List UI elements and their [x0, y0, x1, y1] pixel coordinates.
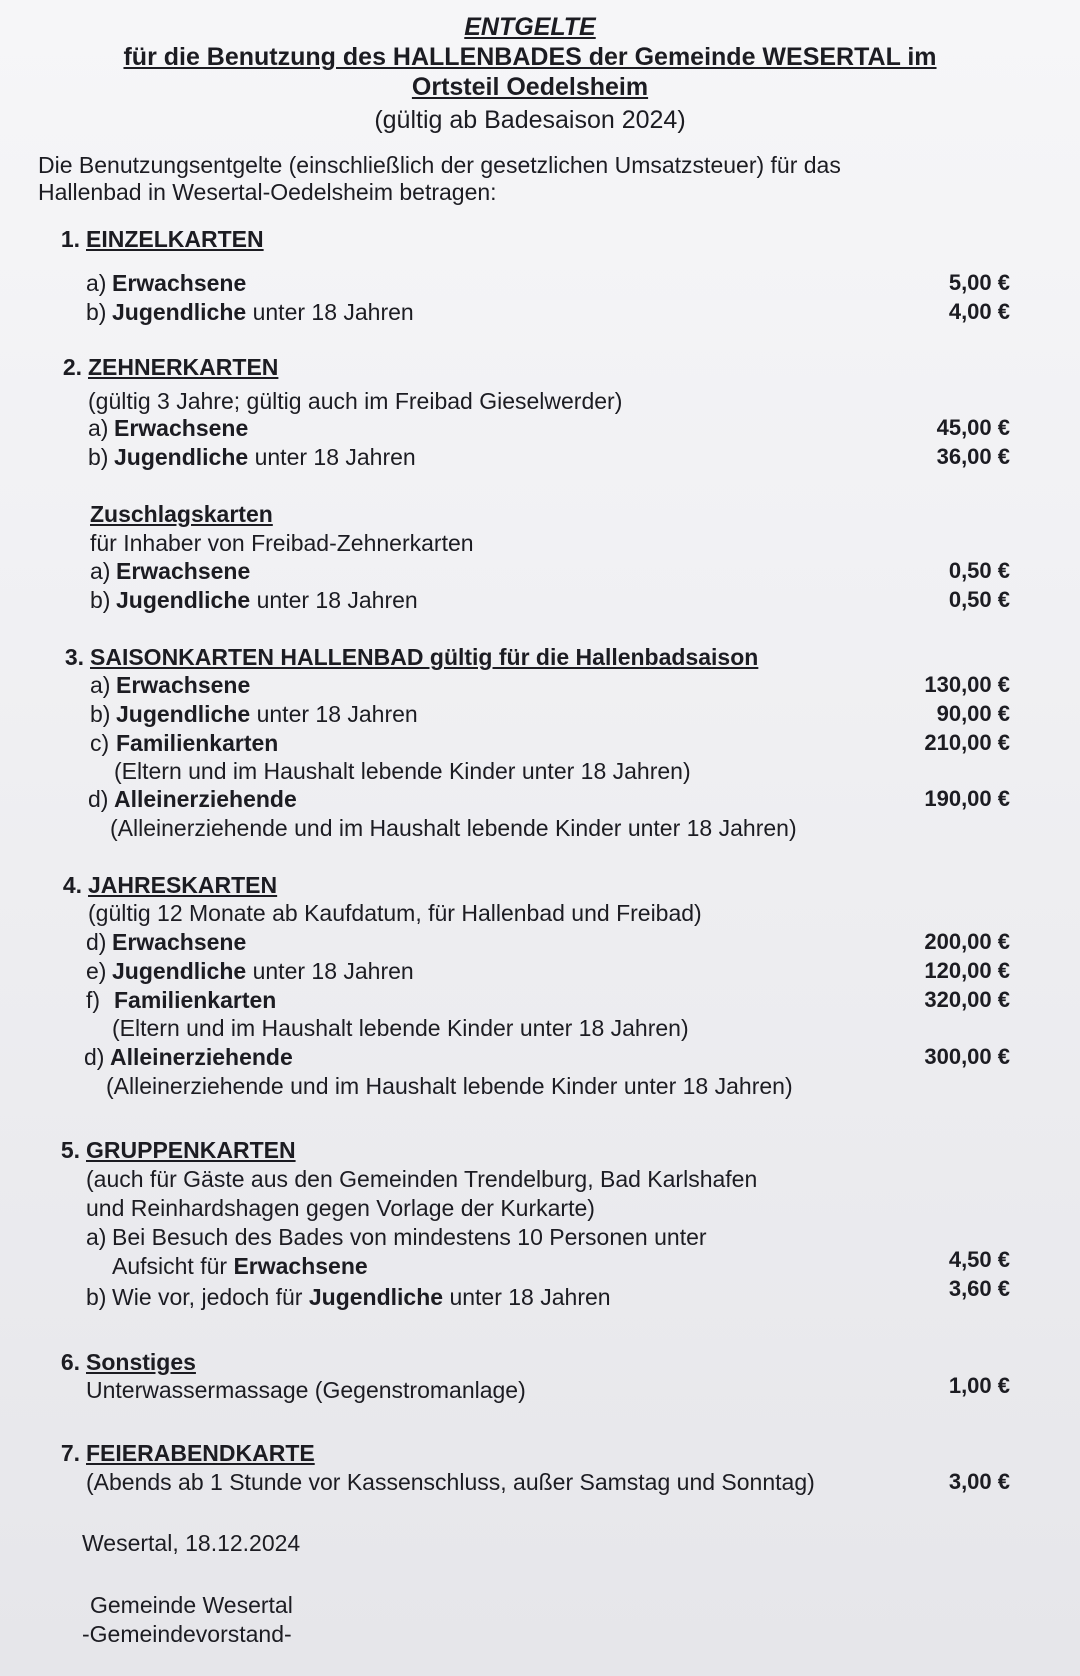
item-category: Erwachsene — [116, 672, 251, 698]
document-heading-line-2: Ortsteil Oedelsheim — [411, 73, 649, 101]
intro-paragraph — [38, 152, 938, 206]
intro-line-1: Die Benutzungsentgelte (einschließlich der gesetzlichen Umsatzsteuer) für das — [38, 152, 841, 178]
item-price: 45,00 € — [936, 415, 1010, 440]
section-number: 3. — [64, 644, 84, 670]
section-3-heading — [0, 642, 1080, 672]
item-qualifier: unter 18 Jahren — [443, 1284, 611, 1310]
item-label: b) — [90, 701, 111, 727]
item-price: 200,00 € — [924, 929, 1010, 954]
item-price: 0,50 € — [948, 558, 1010, 583]
section-6-heading — [0, 1347, 1080, 1377]
item-label: a) — [90, 672, 111, 698]
item-label: a) — [86, 1224, 107, 1250]
item-price: 90,00 € — [936, 701, 1010, 726]
item-label: b) — [86, 1284, 107, 1310]
item-label: b) — [86, 299, 107, 325]
item-price: 4,50 € — [948, 1247, 1010, 1272]
issuer-department: -Gemeindevorstand- — [82, 1621, 292, 1647]
document-header — [0, 12, 1060, 136]
item-text: Unterwassermassage (Gegenstromanlage) — [86, 1377, 526, 1403]
item-qualifier: unter 18 Jahren — [250, 587, 418, 613]
item-category: Erwachsene — [112, 929, 247, 955]
item-price: 5,00 € — [948, 270, 1010, 295]
section-title: SAISONKARTEN HALLENBAD gültig für die Hallenbadsaison — [90, 644, 759, 670]
item-price: 1,00 € — [948, 1373, 1010, 1398]
item-category: Alleinerziehende — [110, 1044, 293, 1070]
section-title: JAHRESKARTEN — [88, 872, 278, 898]
section-number: 2. — [62, 354, 82, 380]
item-price: 210,00 € — [924, 730, 1010, 755]
section-1-heading — [0, 224, 1080, 254]
price-row — [0, 927, 1080, 957]
item-text: Wie vor, jedoch für — [112, 1284, 309, 1310]
section-title: FEIERABENDKARTE — [86, 1440, 315, 1466]
item-qualifier: unter 18 Jahren — [250, 701, 418, 727]
section-note: (gültig 12 Monate ab Kaufdatum, für Hallenbad und Freibad) — [88, 900, 702, 926]
item-label: d) — [84, 1044, 105, 1070]
price-row — [0, 985, 1080, 1015]
item-category: Jugendliche — [116, 587, 251, 613]
price-row — [0, 1375, 1080, 1405]
item-text: Aufsicht für — [112, 1253, 234, 1279]
item-category: Familienkarten — [116, 730, 279, 756]
item-category: Erwachsene — [114, 415, 249, 441]
item-category: Jugendliche — [308, 1284, 444, 1310]
section-title: Sonstiges — [86, 1349, 196, 1375]
item-price: 3,60 € — [948, 1276, 1010, 1301]
item-note: (Eltern und im Haushalt lebende Kinder unter 18 Jahren) — [112, 1015, 689, 1041]
price-row — [0, 297, 1080, 327]
item-qualifier: unter 18 Jahren — [246, 299, 414, 325]
item-category: Erwachsene — [112, 270, 247, 296]
item-category: Jugendliche — [114, 444, 249, 470]
item-price: 120,00 € — [924, 958, 1010, 983]
item-label: c) — [90, 730, 110, 756]
item-price: 36,00 € — [936, 444, 1010, 469]
item-price: 3,00 € — [948, 1469, 1010, 1494]
price-row — [0, 442, 1080, 472]
subsection-heading — [0, 499, 1080, 529]
price-row — [0, 956, 1080, 986]
document-title: ENTGELTE — [464, 13, 596, 41]
price-row — [0, 784, 1080, 814]
section-2-heading — [0, 352, 1080, 382]
item-price: 0,50 € — [948, 587, 1010, 612]
price-row — [0, 413, 1080, 443]
item-note: (Alleinerziehende und im Haushalt lebende Kinder unter 18 Jahren) — [106, 1073, 793, 1099]
item-label: a) — [88, 415, 109, 441]
item-category: Erwachsene — [233, 1253, 368, 1279]
item-label: d) — [88, 786, 109, 812]
item-label: b) — [90, 587, 111, 613]
item-category: Erwachsene — [116, 558, 251, 584]
document-heading-line-1: für die Benutzung des HALLENBADES der Gemeinde WESERTAL im — [123, 43, 937, 71]
item-label: a) — [86, 270, 107, 296]
item-category: Jugendliche — [112, 299, 247, 325]
section-note-line: (auch für Gäste aus den Gemeinden Trendelburg, Bad Karlshafen — [86, 1166, 758, 1192]
price-row — [0, 556, 1080, 586]
validity-note: (gültig ab Badesaison 2024) — [374, 106, 686, 134]
item-price: 4,00 € — [948, 299, 1010, 324]
item-label: a) — [90, 558, 111, 584]
price-row — [0, 699, 1080, 729]
item-qualifier: unter 18 Jahren — [246, 958, 414, 984]
price-row — [0, 585, 1080, 615]
item-category: Familienkarten — [114, 987, 277, 1013]
price-row — [0, 1042, 1080, 1072]
item-price: 190,00 € — [924, 786, 1010, 811]
item-label: b) — [88, 444, 109, 470]
item-text: Bei Besuch des Bades von mindestens 10 Personen unter — [112, 1224, 707, 1250]
section-note: (gültig 3 Jahre; gültig auch im Freibad Gieselwerder) — [88, 388, 623, 414]
section-5-heading — [0, 1135, 1080, 1165]
item-price: 300,00 € — [924, 1044, 1010, 1069]
price-row — [0, 1276, 1080, 1312]
section-number: 1. — [60, 226, 80, 252]
item-price: 130,00 € — [924, 672, 1010, 697]
price-row — [0, 1467, 1080, 1497]
section-number: 4. — [62, 872, 82, 898]
section-number: 7. — [60, 1440, 80, 1466]
price-row — [0, 670, 1080, 700]
item-category: Alleinerziehende — [114, 786, 297, 812]
item-label: e) — [86, 958, 107, 984]
subsection-note: für Inhaber von Freibad-Zehnerkarten — [90, 530, 474, 556]
item-qualifier: unter 18 Jahren — [248, 444, 416, 470]
item-price: 320,00 € — [924, 987, 1010, 1012]
price-row — [0, 268, 1080, 298]
section-4-heading — [0, 870, 1080, 900]
item-category: Jugendliche — [116, 701, 251, 727]
price-row — [0, 1247, 1080, 1281]
section-number: 6. — [60, 1349, 80, 1375]
issuer-name: Gemeinde Wesertal — [90, 1592, 293, 1618]
subsection-title: Zuschlagskarten — [90, 501, 273, 527]
price-row — [0, 728, 1080, 758]
item-label: f) — [86, 987, 101, 1013]
section-7-heading — [0, 1438, 1080, 1468]
price-row — [0, 1222, 1080, 1252]
item-note: (Alleinerziehende und im Haushalt lebende Kinder unter 18 Jahren) — [110, 815, 797, 841]
section-title: ZEHNERKARTEN — [88, 354, 279, 380]
section-note-line: und Reinhardshagen gegen Vorlage der Kurkarte) — [86, 1195, 595, 1221]
item-category: Jugendliche — [112, 958, 247, 984]
place-date: Wesertal, 18.12.2024 — [82, 1530, 301, 1556]
item-note: (Eltern und im Haushalt lebende Kinder unter 18 Jahren) — [114, 758, 691, 784]
section-title: GRUPPENKARTEN — [86, 1137, 296, 1163]
item-label: d) — [86, 929, 107, 955]
item-text: (Abends ab 1 Stunde vor Kassenschluss, außer Samstag und Sonntag) — [86, 1469, 815, 1495]
section-number: 5. — [60, 1137, 80, 1163]
intro-line-2: Hallenbad in Wesertal-Oedelsheim betragen: — [38, 179, 497, 205]
section-title: EINZELKARTEN — [86, 226, 264, 252]
